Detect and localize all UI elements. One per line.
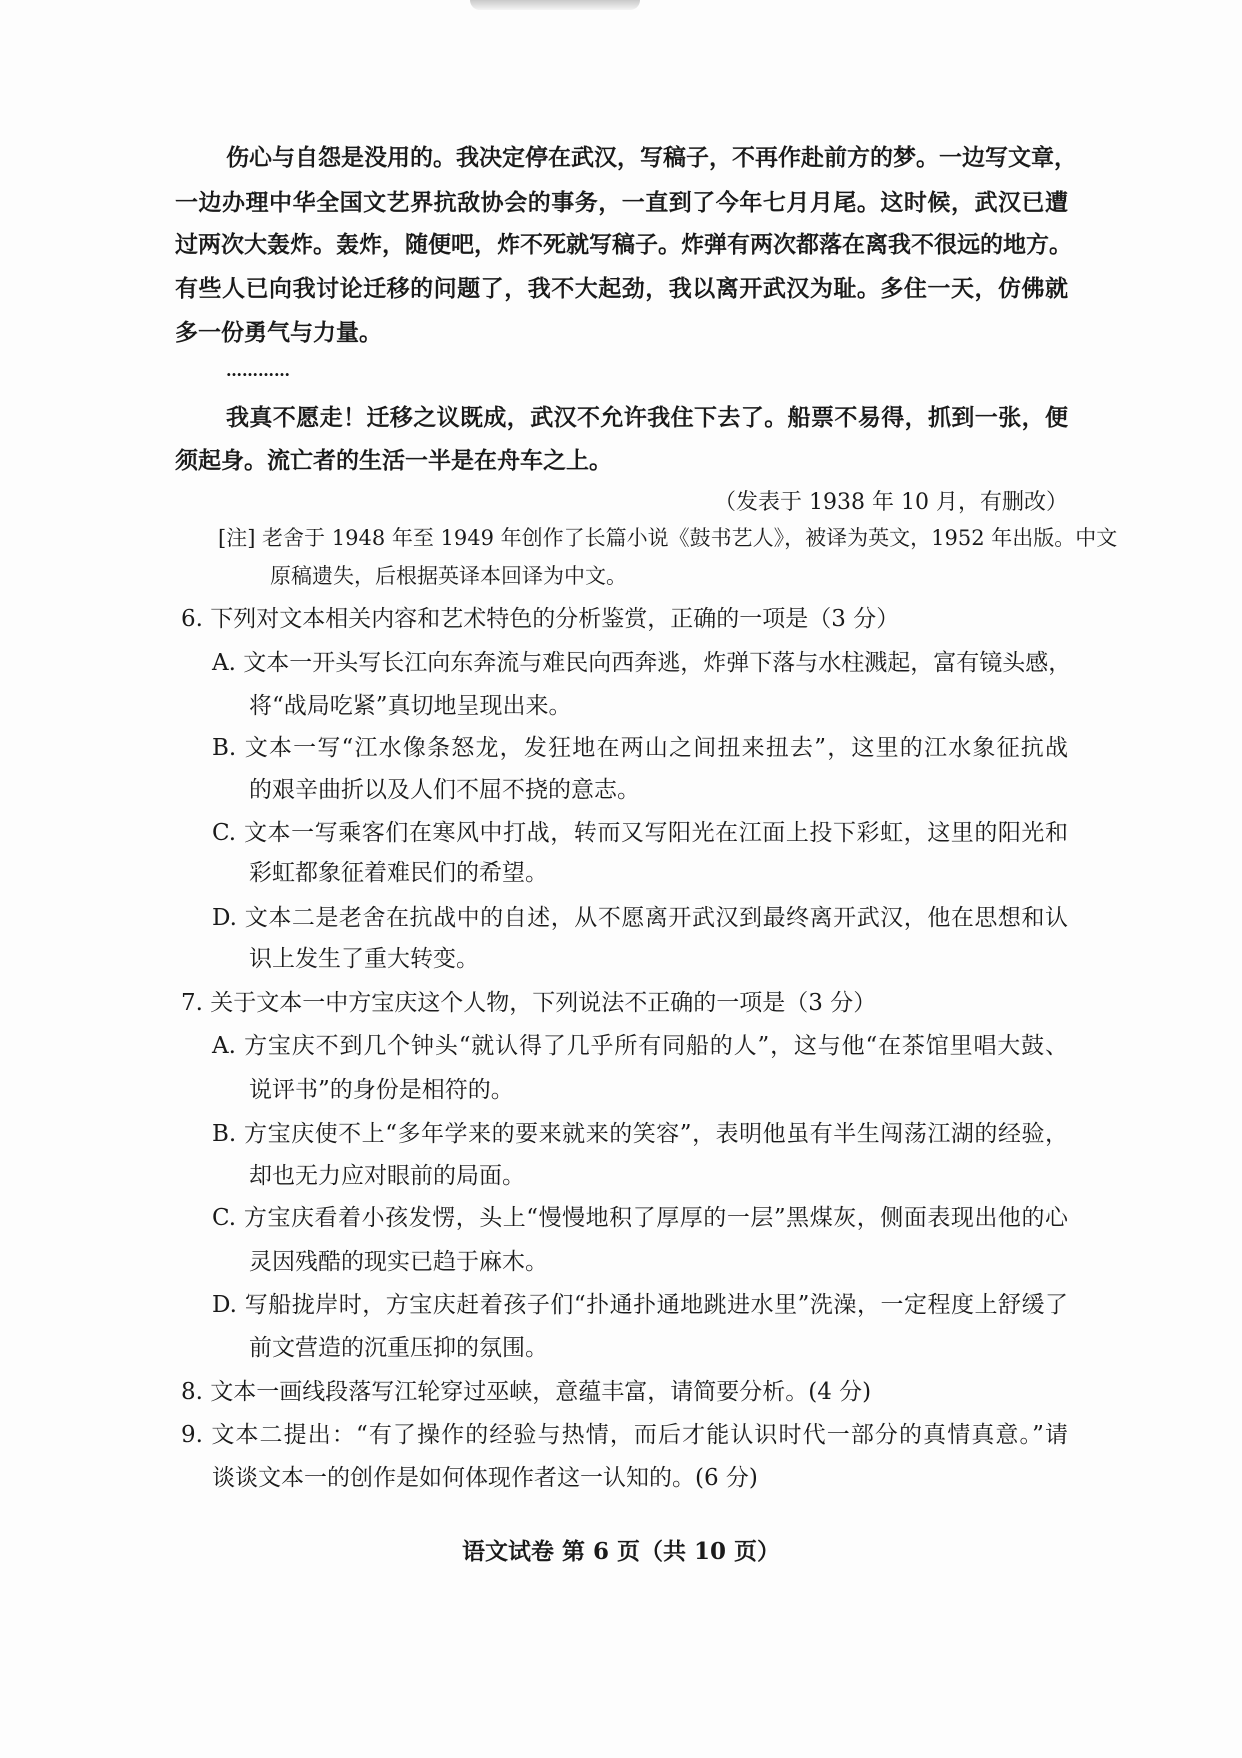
paragraph-line: 有些人已向我讨论迁移的问题了，我不大起劲，我以离开武汉为耻。多住一天，仿佛就: [175, 275, 1068, 302]
footnote-line: 原稿遗失，后根据英译本回译为中文。: [270, 564, 627, 588]
paragraph-line: 多一份勇气与力量。: [175, 319, 382, 346]
ellipsis: …………: [226, 361, 290, 380]
source-note: （发表于 1938 年 10 月，有删改）: [714, 490, 1068, 515]
question-stem: 7. 关于文本一中方宝庆这个人物，下列说法不正确的一项是（3 分）: [181, 990, 877, 1016]
option-b-cont: 却也无力应对眼前的局面。: [249, 1163, 525, 1189]
scan-shadow: [470, 0, 640, 10]
question-stem: 6. 下列对文本相关内容和艺术特色的分析鉴赏，正确的一项是（3 分）: [181, 606, 900, 632]
option-b-cont: 的艰辛曲折以及人们不屈不挠的意志。: [249, 777, 640, 803]
option-d-cont: 前文营造的沉重压抑的氛围。: [249, 1335, 548, 1361]
option-a: A. 方宝庆不到几个钟头“就认得了几乎所有同船的人”，这与他“在茶馆里唱大鼓、: [212, 1033, 1068, 1059]
option-b: B. 文本一写“江水像条怒龙，发狂地在两山之间扭来扭去”，这里的江水象征抗战: [212, 735, 1068, 761]
option-d: D. 文本二是老舍在抗战中的自述，从不愿离开武汉到最终离开武汉，他在思想和认: [212, 905, 1068, 931]
question-9: 9. 文本二提出：“有了操作的经验与热情，而后才能认识时代一部分的真情真意。”请: [181, 1422, 1068, 1448]
option-d: D. 写船拢岸时，方宝庆赶着孩子们“扑通扑通地跳进水里”洗澡，一定程度上舒缓了: [212, 1292, 1068, 1318]
paragraph-line: 一边办理中华全国文艺界抗敌协会的事务，一直到了今年七月月尾。这时候，武汉已遭: [175, 189, 1068, 216]
question-8: 8. 文本一画线段落写江轮穿过巫峡，意蕴丰富，请简要分析。(4 分): [181, 1379, 872, 1405]
option-a-cont: 说评书”的身份是相符的。: [249, 1077, 514, 1103]
option-c-cont: 彩虹都象征着难民们的希望。: [249, 860, 548, 886]
option-a: A. 文本一开头写长江向东奔流与难民向西奔逃，炸弹下落与水柱溅起，富有镜头感，: [212, 650, 1072, 676]
option-a-cont: 将“战局吃紧”真切地呈现出来。: [249, 693, 572, 719]
option-c: C. 文本一写乘客们在寒风中打战，转而又写阳光在江面上投下彩虹，这里的阳光和: [212, 820, 1068, 846]
option-c-cont: 灵因残酷的现实已趋于麻木。: [249, 1249, 548, 1275]
paragraph-line: 过两次大轰炸。轰炸，随便吧，炸不死就写稿子。炸弹有两次都落在离我不很远的地方。: [175, 231, 1072, 258]
page-footer: 语文试卷 第 6 页（共 10 页）: [461, 1538, 781, 1565]
paragraph-line: 须起身。流亡者的生活一半是在舟车之上。: [175, 447, 612, 474]
paragraph-line: 我真不愿走！迁移之议既成，武汉不允许我住下去了。船票不易得，抓到一张，便: [226, 404, 1068, 431]
option-b: B. 方宝庆使不上“多年学来的要来就来的笑容”，表明他虽有半生闯荡江湖的经验，: [212, 1121, 1068, 1147]
option-d-cont: 识上发生了重大转变。: [249, 946, 479, 972]
footnote-line: [注] 老舍于 1948 年至 1949 年创作了长篇小说《鼓书艺人》，被译为英文，1952 年出版。中文: [218, 526, 1118, 550]
option-c: C. 方宝庆看着小孩发愣，头上“慢慢地积了厚厚的一层”黑煤灰，侧面表现出他的心: [212, 1205, 1068, 1231]
paragraph-line: 伤心与自怨是没用的。我决定停在武汉，写稿子，不再作赴前方的梦。一边写文章，: [226, 144, 1077, 171]
question-9-cont: 谈谈文本一的创作是如何体现作者这一认知的。(6 分): [212, 1465, 758, 1491]
